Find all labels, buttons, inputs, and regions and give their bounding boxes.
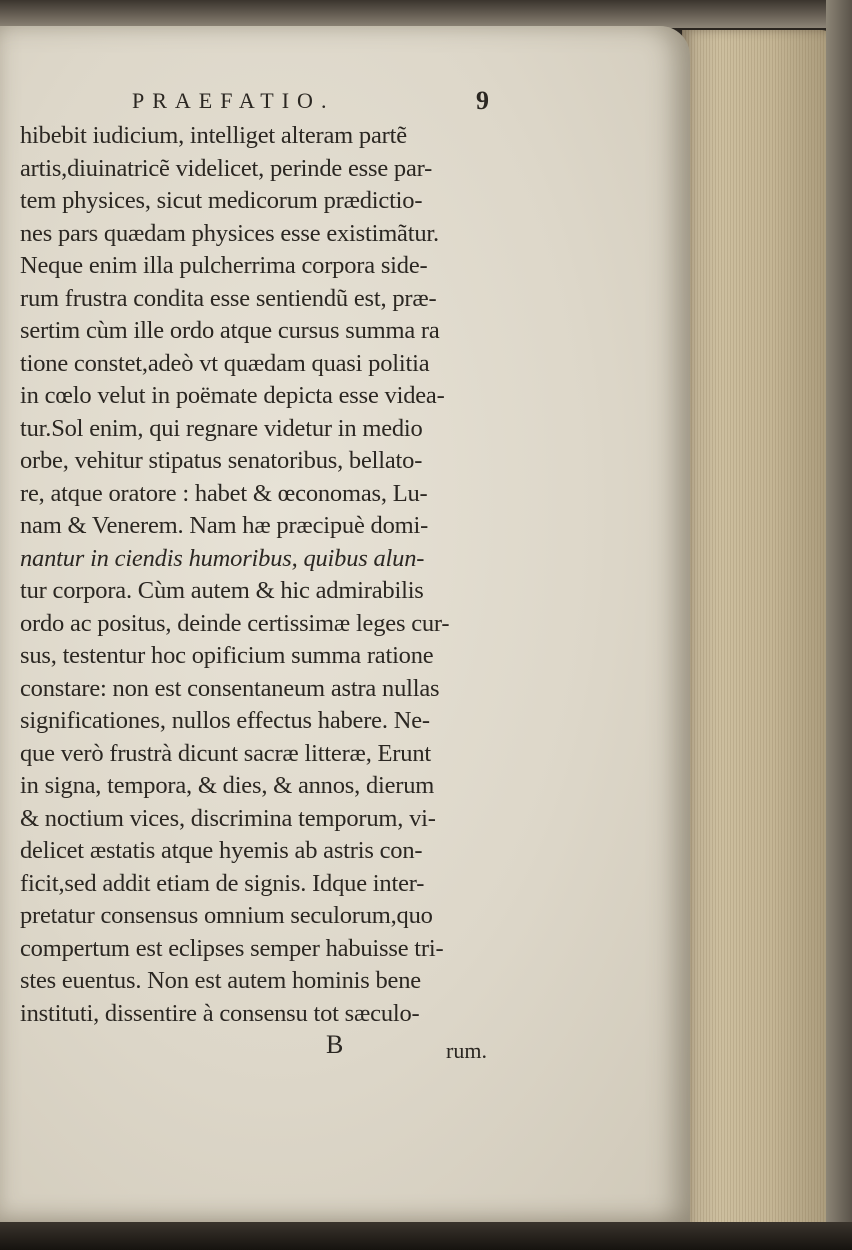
- text-line: hibebit iudicium, intelliget alteram partẽ: [20, 122, 407, 149]
- text-line: nam & Venerem. Nam hæ præcipuè domi-: [20, 512, 429, 539]
- text-line: pretatur consensus omnium seculorum,quo: [20, 902, 433, 929]
- text-line: Neque enim illa pulcherrima corpora side-: [20, 252, 428, 279]
- text-line: constare: non est consentaneum astra nullas: [20, 674, 440, 702]
- text-line: orbe, vehitur stipatus senatoribus, bellato-: [20, 447, 423, 474]
- bottom-shadow: [0, 1222, 852, 1250]
- text-line: compertum est eclipses semper habuisse tri-: [20, 934, 444, 962]
- text-line: significationes, nullos effectus habere. Ne-: [20, 707, 430, 734]
- text-line: nes pars quædam physices esse existimãtur.: [20, 219, 439, 247]
- signature-mark: B: [326, 1030, 344, 1059]
- text-line: artis,diuinatricẽ videlicet, perinde esse par-: [20, 154, 433, 182]
- text-line: que verò frustrà dicunt sacræ litteræ, Erunt: [20, 739, 431, 767]
- text-line: tur.Sol enim, qui regnare videtur in medio: [20, 414, 423, 442]
- text-line: sertim cùm ille ordo atque cursus summa ra: [20, 317, 440, 344]
- text-line: delicet æstatis atque hyemis ab astris con-: [20, 837, 423, 864]
- page-number: 9: [476, 86, 489, 115]
- text-body: [20, 120, 520, 1030]
- text-line: ordo ac positus, deinde certissimæ leges cur-: [20, 609, 450, 637]
- text-line: re, atque oratore : habet & œconomas, Lu-: [20, 479, 428, 507]
- text-line: sus, testentur hoc opificium summa ratione: [20, 642, 434, 669]
- text-line: nantur in ciendis humoribus, quibus alun-: [20, 544, 425, 572]
- text-line: stes euentus. Non est autem hominis bene: [20, 967, 421, 994]
- text-line: tione constet,adeò vt quædam quasi politia: [20, 349, 430, 377]
- cover-edge: [826, 0, 852, 1250]
- text-line: in signa, tempora, & dies, & annos, dierum: [20, 772, 435, 799]
- top-binding-strip: [0, 0, 852, 28]
- text-line: rum frustra condita esse sentiendũ est, præ-: [20, 284, 437, 312]
- text-line: tur corpora. Cùm autem & hic admirabilis: [20, 577, 424, 604]
- text-line: & noctium vices, discrimina temporum, vi-: [20, 804, 436, 832]
- text-line: instituti, dissentire à consensu tot sæculo-: [20, 999, 420, 1027]
- text-line: tem physices, sicut medicorum prædictio-: [20, 187, 423, 214]
- text-line: in cœlo velut in poëmate depicta esse videa-: [20, 382, 445, 409]
- running-head: PRAEFATIO.: [132, 88, 335, 113]
- text-line: ficit,sed addit etiam de signis. Idque inter-: [20, 869, 425, 897]
- page-edges: [682, 30, 832, 1250]
- catchword: rum.: [446, 1038, 487, 1063]
